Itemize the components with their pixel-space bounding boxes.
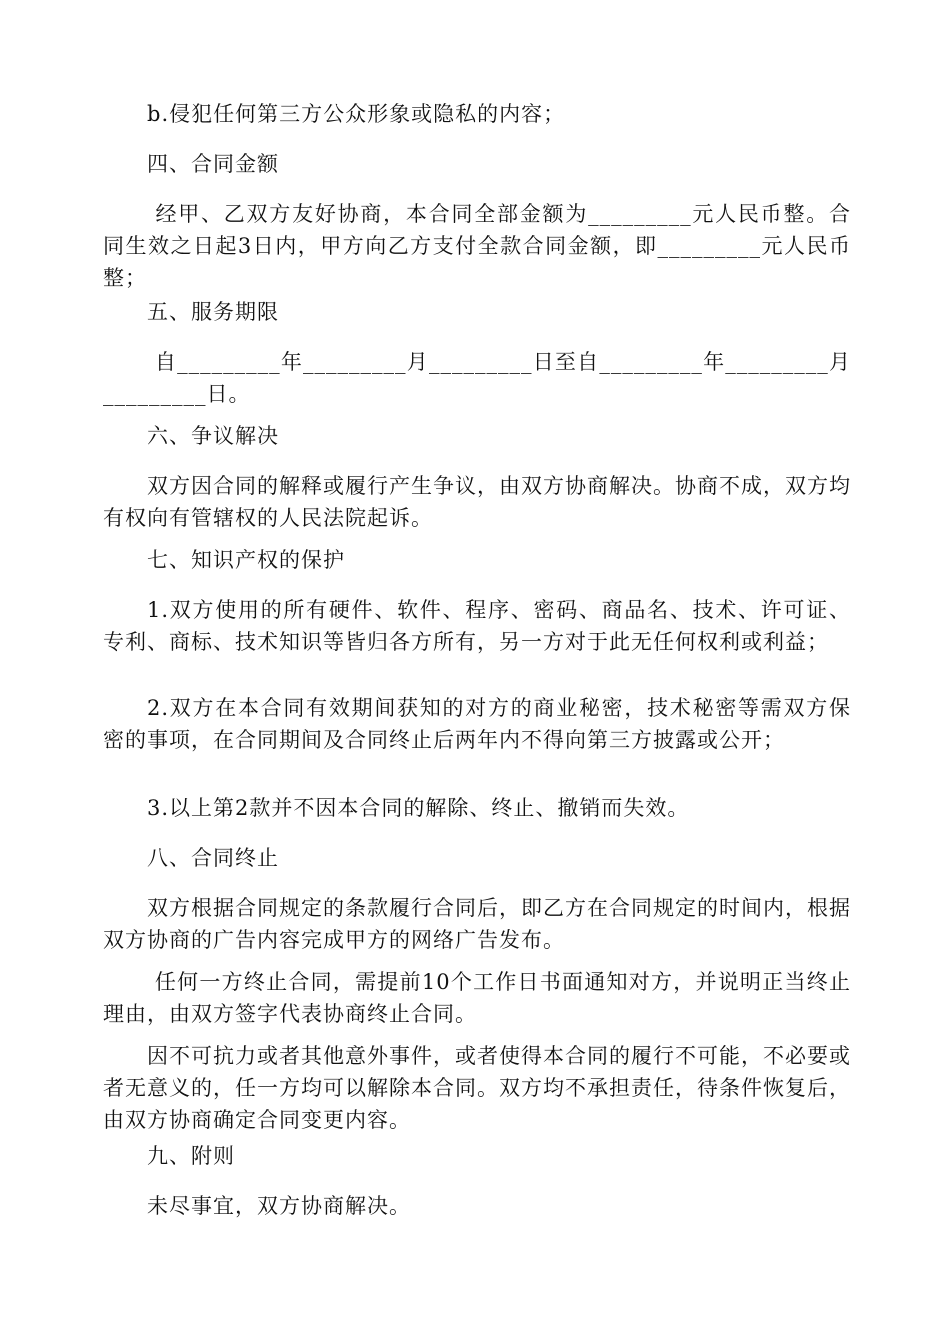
termination-paragraph-1: 双方根据合同规定的条款履行合同后，即乙方在合同规定的时间内，根据双方协商的广告内容完成甲方的网络广告发布。 — [103, 896, 851, 952]
termination-paragraph-2: 任何一方终止合同，需提前10个工作日书面通知对方，并说明正当终止理由，由双方签字代表协商终止合同。 — [103, 970, 851, 1026]
service-period-paragraph: 自_________年_________月_________日至自_________年_________月_________日。 — [103, 350, 852, 406]
section-heading-supplementary: 九、附则 — [147, 1144, 235, 1168]
section-heading-dispute-resolution: 六、争议解决 — [147, 424, 279, 448]
section-heading-service-period: 五、服务期限 — [147, 300, 279, 324]
clause-b-text: b.侵犯任何第三方公众形象或隐私的内容； — [147, 102, 566, 126]
dispute-resolution-paragraph: 双方因合同的解释或履行产生争议，由双方协商解决。协商不成，双方均有权向有管辖权的人民法院起诉。 — [103, 474, 851, 530]
ip-clause-3: 3.以上第2款并不因本合同的解除、终止、撤销而失效。 — [147, 796, 690, 820]
section-heading-ip-protection: 七、知识产权的保护 — [147, 548, 345, 572]
section-heading-termination: 八、合同终止 — [147, 846, 279, 870]
contract-amount-paragraph: 经甲、乙双方友好协商，本合同全部金额为_________元人民币整。合同生效之日起3日内，甲方向乙方支付全款合同金额，即_________元人民币整； — [103, 202, 851, 290]
supplementary-paragraph: 未尽事宜，双方协商解决。 — [147, 1194, 411, 1218]
ip-clause-2: 2.双方在本合同有效期间获知的对方的商业秘密，技术秘密等需双方保密的事项，在合同期间及合同终止后两年内不得向第三方披露或公开； — [103, 696, 851, 752]
section-heading-contract-amount: 四、合同金额 — [147, 152, 279, 176]
termination-paragraph-3: 因不可抗力或者其他意外事件，或者使得本合同的履行不可能，不必要或者无意义的，任一方均可以解除本合同。双方均不承担责任，待条件恢复后，由双方协商确定合同变更内容。 — [103, 1044, 851, 1132]
ip-clause-1: 1.双方使用的所有硬件、软件、程序、密码、商品名、技术、许可证、专利、商标、技术知识等皆归各方所有，另一方对于此无任何权利或利益； — [103, 598, 851, 654]
